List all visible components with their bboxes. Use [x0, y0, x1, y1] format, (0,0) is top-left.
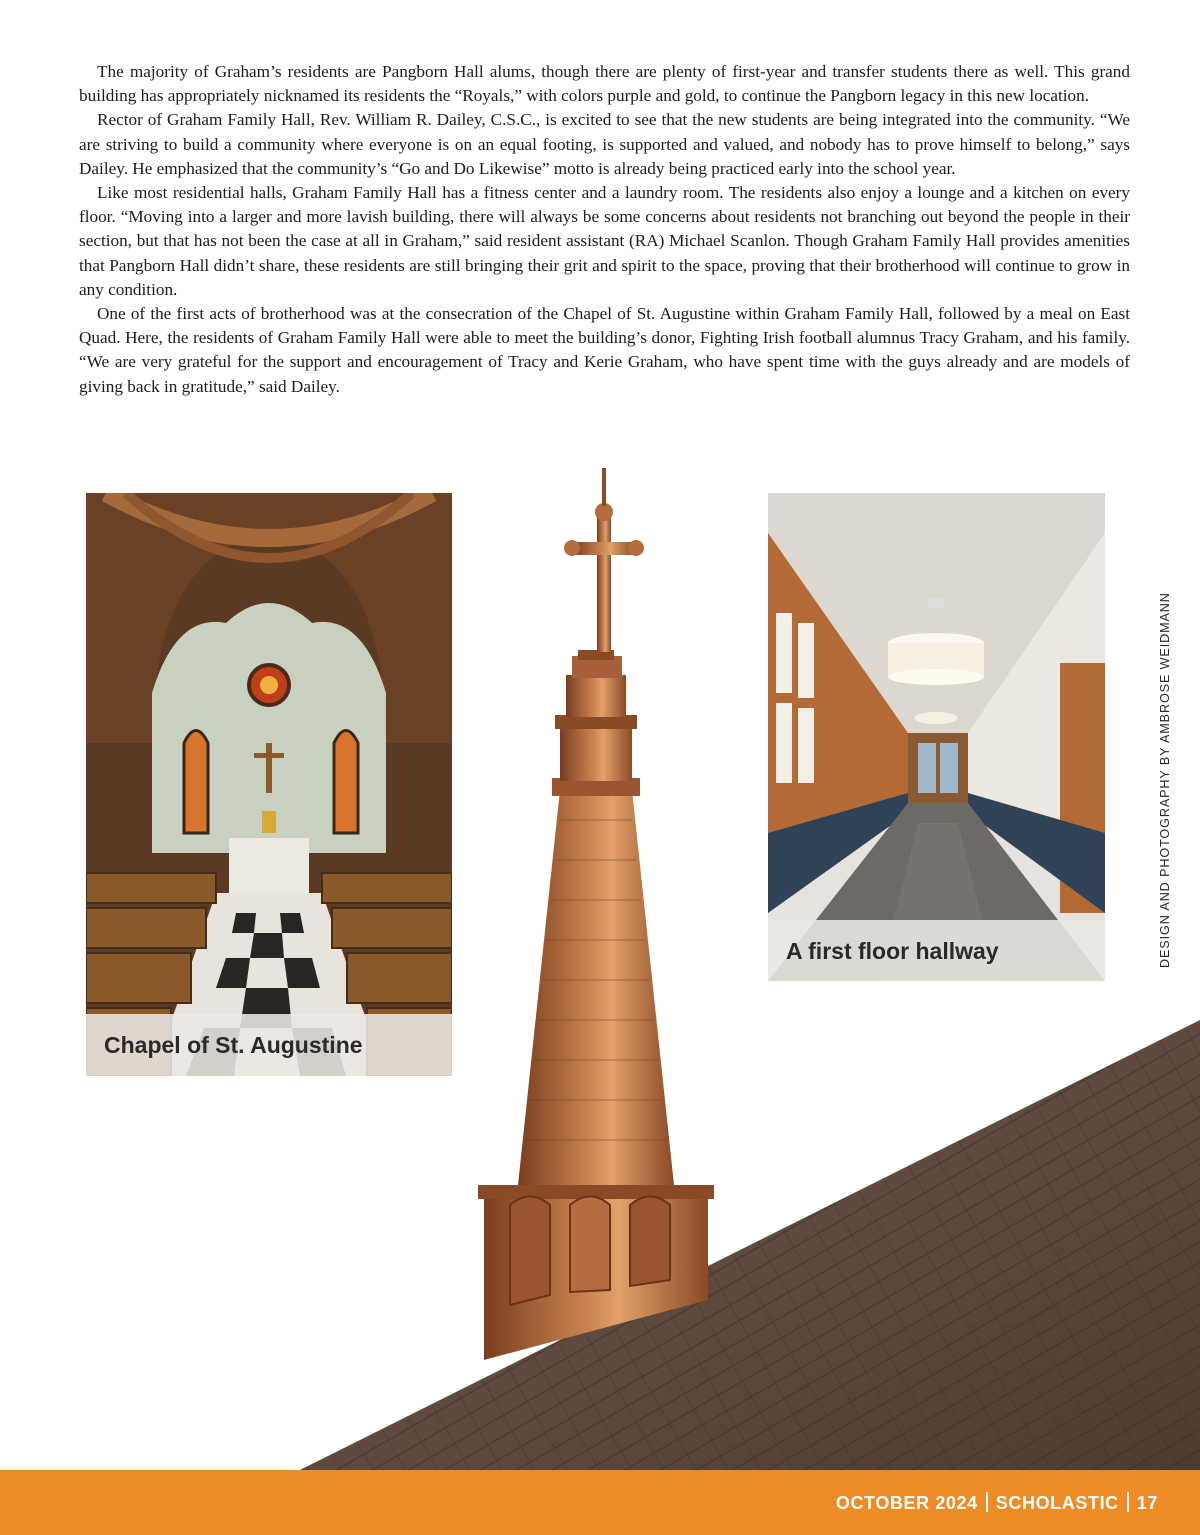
page-footer — [0, 1470, 1200, 1535]
chapel-caption — [86, 1014, 452, 1076]
footer-publication: SCHOLASTIC — [995, 1493, 1119, 1513]
hallway-caption — [768, 920, 1105, 981]
article-body — [79, 60, 1130, 399]
footer-divider — [1127, 1492, 1129, 1512]
hallway-image — [768, 493, 1105, 981]
footer-divider — [986, 1492, 988, 1512]
hallway-caption-text: A first floor hallway — [786, 938, 999, 964]
footer-text — [836, 1492, 1158, 1514]
footer-date: OCTOBER 2024 — [835, 1493, 978, 1513]
paragraph-1: The majority of Graham’s residents are Pangborn Hall alums, though there are plenty of first-year and transfer students there as well. This grand building has appropriately nicknamed its residents the “Royals,” with colors purple and gold, to continue the Pangborn legacy in this new location. — [79, 62, 1130, 106]
paragraph-4: One of the first acts of brotherhood was at the consecration of the Chapel of St. Augustine within Graham Family Hall, followed by a meal on East Quad. Here, the residents of Graham Family Hall were able to meet the building’s donor, Fighting Irish football alumnus Tracy Graham, and his family. “We are very grateful for the support and encouragement of Tracy and Kerie Graham, who have spent time with the guys already and are models of giving back in gratitude,” said Dailey. — [79, 304, 1130, 396]
chapel-photo — [86, 493, 452, 1076]
footer-page-number: 17 — [1136, 1493, 1158, 1513]
photo-credit: DESIGN AND PHOTOGRAPHY BY AMBROSE WEIDMANN — [1158, 592, 1172, 968]
chapel-caption-text: Chapel of St. Augustine — [104, 1032, 363, 1058]
hallway-photo — [768, 493, 1105, 981]
paragraph-3: Like most residential halls, Graham Family Hall has a fitness center and a laundry room. The residents also enjoy a lounge and a kitchen on every floor. “Moving into a larger and more lavish building, there will always be some concerns about residents not branching out beyond the people in their section, but that has not been the case at all in Graham,” said resident assistant (RA) Michael Scanlon. Though Graham Family Hall provides amenities that Pangborn Hall didn’t share, these residents are still bringing their grit and spirit to the space, proving that their brotherhood will continue to grow in any condition. — [79, 183, 1130, 299]
paragraph-2: Rector of Graham Family Hall, Rev. William R. Dailey, C.S.C., is excited to see that the new students are being integrated into the community. “We are striving to build a community where everyone is on an equal footing, is supported and valued, and nobody has to prove himself to belong,” says Dailey. He emphasized that the community’s “Go and Do Likewise” motto is already being practiced early into the school year. — [79, 110, 1130, 178]
chapel-interior-image — [86, 493, 452, 1076]
